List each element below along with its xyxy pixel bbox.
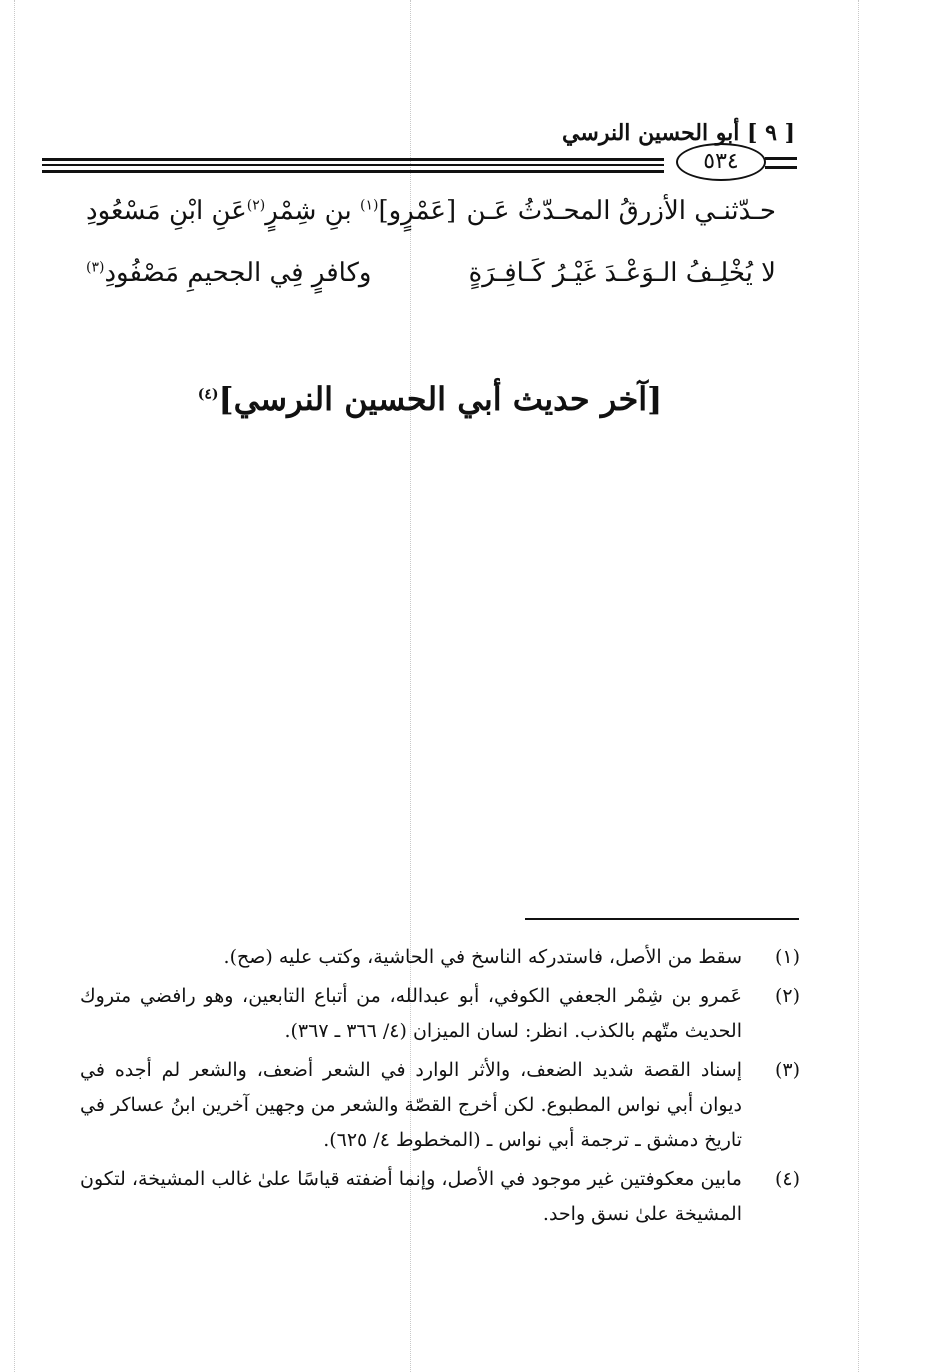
footnote-marker: (٣) xyxy=(86,259,105,276)
scan-dotted-line xyxy=(14,0,15,1372)
header-rule xyxy=(765,157,797,160)
verse-line xyxy=(86,196,776,240)
footnote-number: (٢) xyxy=(774,985,800,1007)
scan-dotted-line xyxy=(858,0,859,1372)
verse-hemistich-left xyxy=(86,258,372,288)
footnote-text: سقط من الأصل، فاستدركه الناسخ في الحاشية، وكتب عليه (صح). xyxy=(223,946,742,968)
header-rule xyxy=(42,164,664,166)
footnote xyxy=(80,940,800,975)
verse-text: [عَمْرٍو] xyxy=(378,196,457,226)
footnotes xyxy=(80,940,800,1236)
footnote-number: (٤) xyxy=(774,1168,800,1190)
verse-text: بنِ شِمْرٍ xyxy=(265,196,360,226)
section-heading-text: [آخر حديث أبي الحسين النرسي] xyxy=(218,380,663,418)
verse-text: وكافرٍ فِي الجحيمِ مَصْفُودِ xyxy=(104,258,372,288)
verse-hemistich-left xyxy=(86,196,456,226)
verse-hemistich-right: لا يُخْلِـفُ الـوَعْـدَ غَيْـرُ كَـافِـرَةٍ xyxy=(468,258,776,288)
footnote-text: عَمرو بن شِمْر الجعفي الكوفي، أبو عبدالله، من أتباع التابعين، وهو رافضي متروك الحديث متّهم بالكذب. انظر: لسان الميزان (٤/ ٣٦٦ ـ ٣٦٧). xyxy=(80,985,742,1042)
footnote-marker: (٢) xyxy=(246,197,266,214)
footnote-text: مابين معكوفتين غير موجود في الأصل، وإنما أضفته قياسًا علىٰ غالب المشيخة، لتكون المشيخة علىٰ نسق واحد. xyxy=(80,1168,742,1225)
header-rule xyxy=(42,158,664,161)
section-heading xyxy=(0,380,860,418)
page-number: ٥٣٤ xyxy=(676,143,766,181)
footnote-number: (٣) xyxy=(774,1059,800,1081)
header-rule xyxy=(42,170,664,173)
verse-line xyxy=(86,258,776,302)
header-rule xyxy=(765,166,797,169)
footnote-marker: (٤) xyxy=(197,386,219,403)
verse-text: عَنِ ابْنِ مَسْعُودِ xyxy=(86,196,247,226)
footnote-number: (١) xyxy=(774,946,800,968)
footnote xyxy=(80,1162,800,1232)
verse-hemistich-right: حـدّثنـي الأزرقُ المحـدّثُ عَـن xyxy=(466,196,776,226)
footnote-text: إسناد القصة شديد الضعف، والأثر الوارد في الشعر أضعف، والشعر لم أجده في ديوان أبي نواس المطبوع. لكن أخرج القصّة والشعر من وجهين آخرين ابنُ عساكر في تاريخ دمشق ـ ترجمة أبي نواس ـ (المخطوط ٤/ ٦٢٥). xyxy=(80,1059,742,1151)
running-header-title: [ ٩ ] أبو الحسين النرسي xyxy=(562,120,795,146)
footnote xyxy=(80,979,800,1049)
footnote-separator xyxy=(525,918,799,920)
footnote xyxy=(80,1053,800,1158)
footnote-marker: (١) xyxy=(359,197,379,214)
